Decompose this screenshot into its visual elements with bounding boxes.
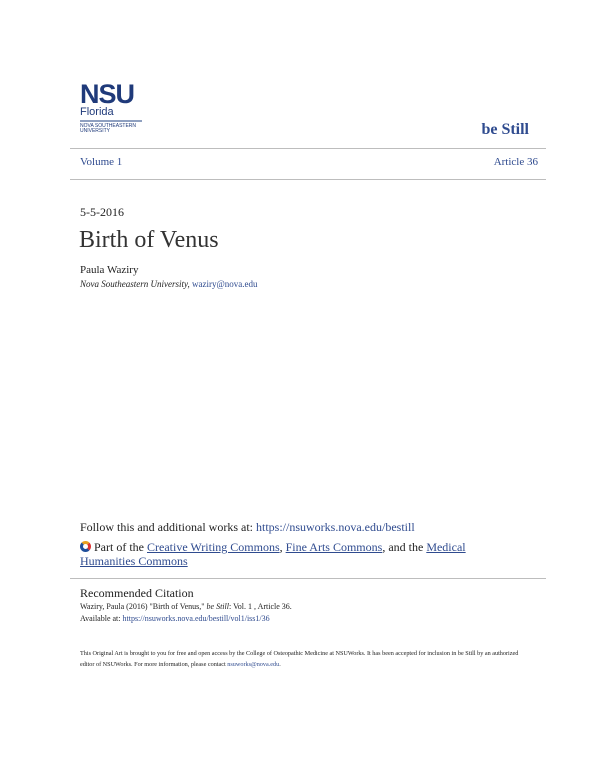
follow-text: Follow this and additional works at:	[80, 520, 256, 534]
citation-text	[80, 601, 292, 625]
separator: , and the	[382, 540, 427, 554]
citation-url-link[interactable]: https://nsuworks.nova.edu/bestill/vol1/iss1/36	[122, 614, 270, 623]
citation-journal: be Still	[206, 602, 229, 611]
footer-text: This Original Art is brought to you for free and open access by the College of Osteopathic Medicine at NSUWorks. It has been accepted for inclusion in be Still by an authorized editor of NSUWorks. For more information, please contact	[80, 650, 519, 668]
volume-link[interactable]: Volume 1	[80, 156, 123, 168]
commons-icon	[80, 541, 91, 552]
article-link[interactable]: Article 36	[493, 156, 538, 168]
journal-title: be Still	[481, 121, 529, 138]
affiliation: Nova Southeastern University	[80, 279, 188, 289]
nsu-florida-logo: NSU Florida NOVA SOUTHEASTERN UNIVERSITY	[80, 82, 142, 134]
creative-writing-commons-link[interactable]: Creative Writing Commons	[147, 540, 280, 554]
citation-heading: Recommended Citation	[80, 586, 194, 600]
divider	[70, 179, 546, 180]
follow-line	[80, 520, 415, 535]
divider	[70, 578, 546, 579]
divider	[70, 148, 546, 149]
citation-pre: Waziry, Paula (2016) "Birth of Venus,"	[80, 602, 207, 611]
footer-end: .	[279, 661, 281, 668]
fine-arts-commons-link[interactable]: Fine Arts Commons	[285, 540, 383, 554]
footer-email-link[interactable]: nsuworks@nova.edu	[227, 661, 280, 668]
part-of-line	[80, 540, 520, 568]
medical-humanities-commons-link[interactable]: Medical Humanities Commons	[80, 540, 466, 568]
available-label: Available at:	[80, 614, 123, 623]
author-name: Paula Waziry	[80, 264, 139, 276]
footer-notice	[80, 648, 525, 670]
citation-post: : Vol. 1 , Article 36.	[228, 602, 292, 611]
author-email-link[interactable]: waziry@nova.edu	[192, 279, 258, 289]
author-affiliation: Nova Southeastern University, waziry@nova.edu	[80, 279, 258, 289]
separator: ,	[279, 540, 286, 554]
part-of-text: Part of the	[94, 540, 147, 554]
follow-url-link[interactable]: https://nsuworks.nova.edu/bestill	[256, 520, 415, 534]
publication-date: 5-5-2016	[80, 205, 124, 219]
article-title: Birth of Venus	[79, 227, 219, 253]
